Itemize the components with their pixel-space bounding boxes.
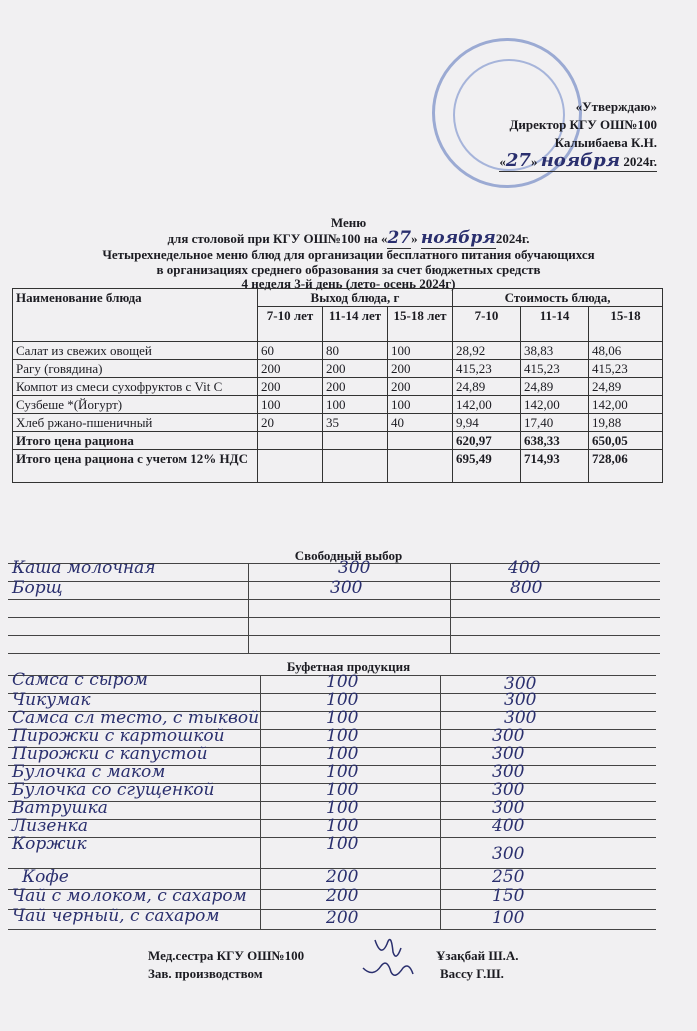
manager-name: Вассу Г.Ш. xyxy=(440,966,504,981)
buffet-item-price: 300 xyxy=(504,690,537,710)
buffet-item-weight: 100 xyxy=(326,708,359,728)
manager-signature xyxy=(363,963,413,975)
list-item xyxy=(8,906,656,930)
total-vat-row xyxy=(13,450,663,483)
menu-subtitle-line1: для столовой при КГУ ОШ№100 на «27» ноября2024г. xyxy=(167,228,530,248)
free-item-price: 400 xyxy=(508,558,541,578)
buffet-item-price: 300 xyxy=(492,844,525,864)
dish-output: 60 xyxy=(258,342,323,360)
total-vat-value: 695,49 xyxy=(453,450,521,483)
dish-output: 200 xyxy=(388,378,453,396)
buffet-item-weight: 100 xyxy=(326,816,359,836)
dish-cost: 28,92 xyxy=(453,342,521,360)
approval-date: «27» ноября 2024г. xyxy=(499,150,657,171)
dish-cost: 415,23 xyxy=(589,360,663,378)
menu-month: ноября xyxy=(420,228,496,248)
nurse-name: Ұзақбай Ш.А. xyxy=(436,948,519,963)
buffet-item-name: Пирожки с капустой xyxy=(12,744,208,764)
buffet-item-weight: 100 xyxy=(326,744,359,764)
menu-subtitle-line3: в организациях среднего образования за счет бюджетных средств xyxy=(156,262,541,277)
buffet-item-weight: 100 xyxy=(326,690,359,710)
dish-output: 200 xyxy=(323,378,388,396)
buffet-item-price: 100 xyxy=(492,908,525,928)
dish-cost: 24,89 xyxy=(589,378,663,396)
menu-table xyxy=(12,288,663,483)
dish-name: Сузбеше *(Йогурт) xyxy=(13,396,258,414)
free-item-weight: 300 xyxy=(338,558,371,578)
buffet-item-name: Пирожки с картошкой xyxy=(12,726,225,746)
buffet-item-price: 300 xyxy=(504,708,537,728)
menu-title: Меню xyxy=(330,215,367,230)
manager-label: Зав. производством xyxy=(148,966,263,981)
dish-cost: 24,89 xyxy=(453,378,521,396)
dish-output: 35 xyxy=(323,414,388,432)
free-item-name: Борщ xyxy=(12,578,63,598)
total-vat-value: 728,06 xyxy=(589,450,663,483)
dish-name: Рагу (говядина) xyxy=(13,360,258,378)
buffet-item-price: 300 xyxy=(492,744,525,764)
header-output: Выход блюда, г xyxy=(258,289,453,307)
menu-subtitle-line4: 4 неделя 3-й день (лето- осень 2024г) xyxy=(241,276,456,291)
buffet-item-name: Булочка со сгущенкой xyxy=(12,780,215,800)
menu-subtitle-line2: Четырехнедельное меню блюд для организации бесплатного питания обучающихся xyxy=(102,247,595,262)
total-vat-value: 714,93 xyxy=(521,450,589,483)
dish-output: 200 xyxy=(388,360,453,378)
free-item-price: 800 xyxy=(510,578,543,598)
dish-output: 100 xyxy=(388,396,453,414)
buffet-item-price: 400 xyxy=(492,816,525,836)
dish-name: Салат из свежих овощей xyxy=(13,342,258,360)
dish-output: 100 xyxy=(323,396,388,414)
buffet-item-name: Чай с молоком, с сахаром xyxy=(12,886,247,906)
buffet-item-price: 300 xyxy=(492,798,525,818)
header-cost: Стоимость блюда, xyxy=(453,289,663,307)
signatures xyxy=(355,930,435,990)
buffet-item-weight: 100 xyxy=(326,798,359,818)
buffet-item-name: Ватрушка xyxy=(12,798,108,818)
dish-name: Компот из смеси сухофруктов с Vit C xyxy=(13,378,258,396)
nurse-signature xyxy=(375,940,401,957)
menu-day: 27 xyxy=(387,228,412,248)
age-group: 7-10 лет xyxy=(258,307,323,342)
buffet-item-price: 300 xyxy=(492,780,525,800)
list-item xyxy=(8,636,660,654)
approval-block xyxy=(499,98,657,172)
dish-output: 200 xyxy=(323,360,388,378)
approval-line2: Директор КГУ ОШ№100 xyxy=(509,117,657,132)
list-item xyxy=(8,600,660,618)
header-dish-name: Наименование блюда xyxy=(13,289,258,342)
dish-output: 100 xyxy=(388,342,453,360)
dish-name: Хлеб ржано-пшеничный xyxy=(13,414,258,432)
approval-line3: Калыибаева К.Н. xyxy=(554,135,657,150)
buffet-item-price: 300 xyxy=(504,674,537,694)
dish-cost: 17,40 xyxy=(521,414,589,432)
dish-cost: 415,23 xyxy=(521,360,589,378)
buffet-item-weight: 100 xyxy=(326,672,359,692)
buffet-item-name: Кофе xyxy=(22,867,69,887)
buffet-item-name: Коржик xyxy=(12,834,87,854)
table-header-row xyxy=(13,289,663,307)
buffet-item-price: 250 xyxy=(492,867,525,887)
list-item xyxy=(8,578,660,600)
buffet-item-name: Чай черный, с сахаром xyxy=(12,906,220,926)
cost-group: 11-14 xyxy=(521,307,589,342)
dish-output: 40 xyxy=(388,414,453,432)
dish-cost: 142,00 xyxy=(589,396,663,414)
total-row xyxy=(13,432,663,450)
buffet-item-weight: 100 xyxy=(326,726,359,746)
buffet-grid xyxy=(8,670,656,930)
cost-group: 15-18 xyxy=(589,307,663,342)
total-label: Итого цена рациона xyxy=(13,432,258,450)
buffet-item-name: Самса сл тесто, с тыквой xyxy=(12,708,260,728)
free-item-name: Каша молочная xyxy=(12,558,156,578)
dish-cost: 24,89 xyxy=(521,378,589,396)
dish-output: 20 xyxy=(258,414,323,432)
table-row xyxy=(13,342,663,360)
dish-cost: 415,23 xyxy=(453,360,521,378)
buffet-item-weight: 100 xyxy=(326,834,359,854)
list-item xyxy=(8,834,656,869)
cost-group: 7-10 xyxy=(453,307,521,342)
buffet-item-name: Булочка с маком xyxy=(12,762,166,782)
dish-output: 100 xyxy=(258,396,323,414)
free-item-weight: 300 xyxy=(330,578,363,598)
total-value: 638,33 xyxy=(521,432,589,450)
buffet-item-price: 300 xyxy=(492,762,525,782)
age-group: 11-14 лет xyxy=(323,307,388,342)
table-row xyxy=(13,378,663,396)
dish-output: 80 xyxy=(323,342,388,360)
buffet-item-price: 300 xyxy=(492,726,525,746)
buffet-item-weight: 100 xyxy=(326,762,359,782)
age-group: 15-18 лет xyxy=(388,307,453,342)
dish-output: 200 xyxy=(258,360,323,378)
buffet-item-weight: 100 xyxy=(326,780,359,800)
buffet-item-weight: 200 xyxy=(326,908,359,928)
dish-cost: 38,83 xyxy=(521,342,589,360)
dish-cost: 9,94 xyxy=(453,414,521,432)
table-row xyxy=(13,396,663,414)
dish-output: 200 xyxy=(258,378,323,396)
buffet-item-price: 150 xyxy=(492,886,525,906)
approval-line1: «Утверждаю» xyxy=(575,99,657,114)
total-vat-label: Итого цена рациона с учетом 12% НДС xyxy=(13,450,258,483)
buffet-item-name: Лизенка xyxy=(12,816,88,836)
dish-cost: 19,88 xyxy=(589,414,663,432)
list-item xyxy=(8,618,660,636)
buffet-item-weight: 200 xyxy=(326,886,359,906)
table-row xyxy=(13,414,663,432)
approval-day: 27 xyxy=(505,150,531,171)
total-value: 620,97 xyxy=(453,432,521,450)
buffet-item-weight: 200 xyxy=(326,867,359,887)
dish-cost: 48,06 xyxy=(589,342,663,360)
dish-cost: 142,00 xyxy=(453,396,521,414)
dish-cost: 142,00 xyxy=(521,396,589,414)
total-value: 650,05 xyxy=(589,432,663,450)
buffet-item-name: Самса с сыром xyxy=(12,670,148,690)
free-choice-title: Свободный выбор xyxy=(294,548,403,563)
approval-month: ноября xyxy=(540,150,621,171)
buffet-item-name: Чикумак xyxy=(12,690,91,710)
buffet-title: Буфетная продукция xyxy=(286,659,411,674)
nurse-label: Мед.сестра КГУ ОШ№100 xyxy=(148,948,305,963)
free-choice-grid xyxy=(8,558,660,654)
table-row xyxy=(13,360,663,378)
